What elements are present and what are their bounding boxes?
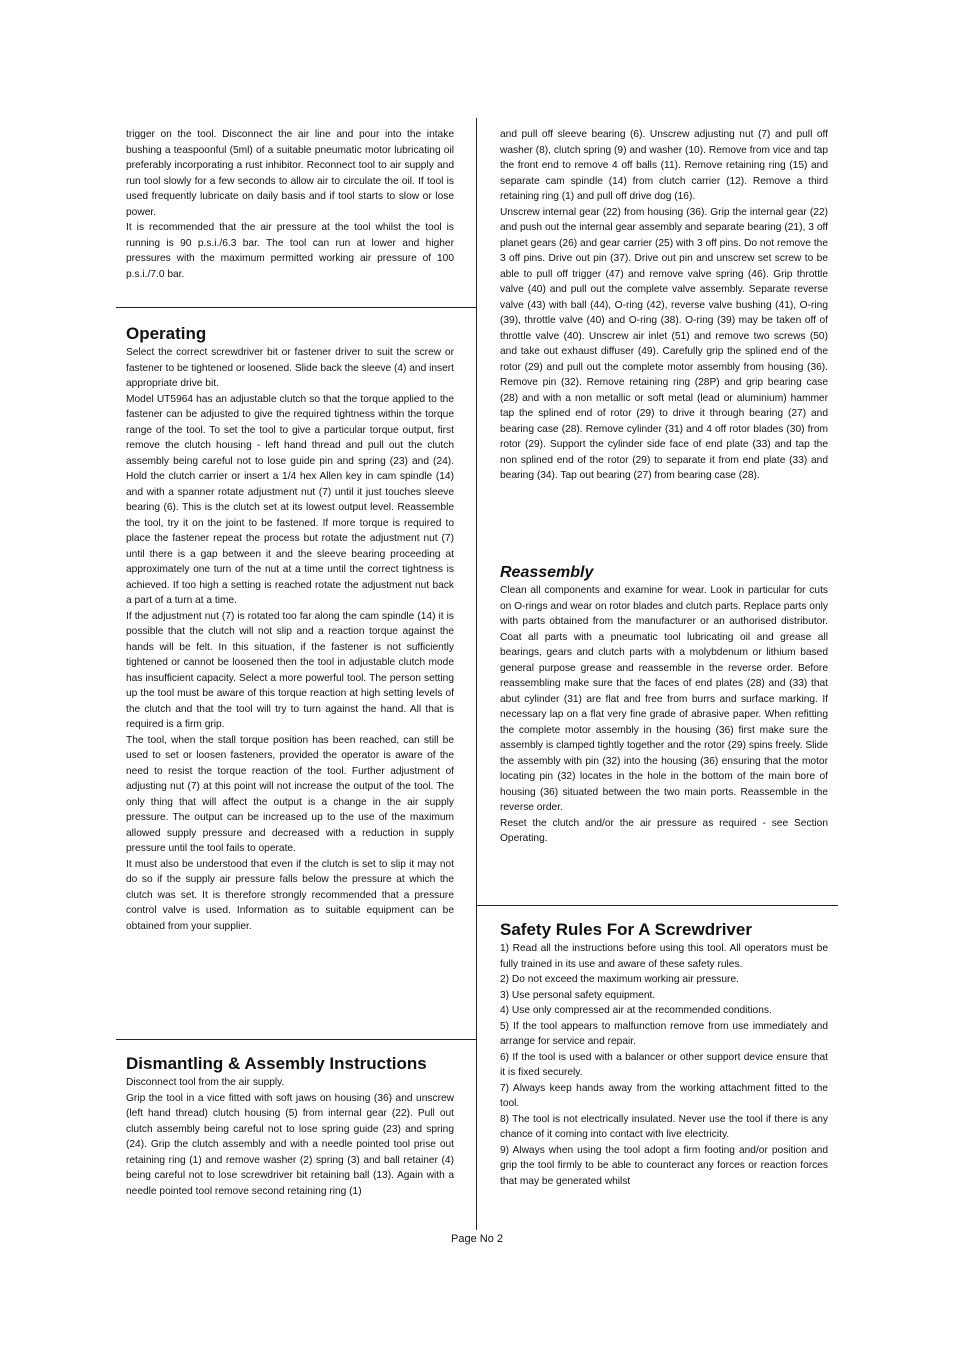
dismantling-section — [126, 1053, 454, 1199]
reassembly-heading: Reassembly — [500, 564, 594, 581]
left-divider-operating — [116, 307, 476, 308]
safety-rule-8: 8) The tool is not electrically insulated. Never use the tool if there is any chance of it coming into contact with live electricity. — [500, 1113, 828, 1140]
operating-paragraph-4: The tool, when the stall torque position has been reached, can still be used to set or loosen fasteners, provided the operator is aware of the need to resist the torque reaction of the tool. Further adjustment of adjusting nut (7) at this point will not increase the output of the tool. The only thing that will affect the output is a change in the air supply pressure. The output can be increased up to the use of the maximum allowed supply pressure and decreased with a reduction in supply pressure until the tool fails to operate. — [126, 734, 454, 854]
left-intro-section — [126, 127, 454, 282]
safety-rule-1: 1) Read all the instructions before using this tool. All operators must be fully trained in its use and aware of these safety rules. — [500, 943, 828, 970]
operating-paragraph-1: Select the correct screwdriver bit or fastener driver to suit the screw or fastener to be tightened or loosened. Slide back the sleeve (4) and insert appropriate drive bit. — [126, 347, 454, 389]
safety-rule-3: 3) Use personal safety equipment. — [500, 989, 656, 1001]
operating-paragraph-2: Model UT5964 has an adjustable clutch so that the torque applied to the fastener can be adjusted to give the required tightness within the torque range of the tool. To set the tool to give a particular torque output, first remove the clutch housing - left hand thread and pull out the clutch assembly being careful not to lose guide pin and spring (23) and (24). Hold the clutch carrier or insert a 1/4 hex Allen key in cam spindle (14) and with a spanner rotate adjustment nut (7) until it just touches sleeve bearing (6). This is the clutch set at its lowest output level. Reassemble the tool, try it on the joint to be fastened. If more torque is required to place the fastener repeat the process but rotate the adjustment nut (7) until there is a gap between it and the sleeve bearing proceeding at approximately one turn of the nut at a time until the correct tightness is achieved. If too high a setting is reached rotate the adjustment nut back a part of a turn at a time. — [126, 393, 454, 606]
operating-section — [126, 323, 454, 934]
operating-paragraph-3: If the adjustment nut (7) is rotated too far along the cam spindle (14) it is possible that the clutch will not slip and a reaction torque against the hands will be felt. In this situation, if the fastener is not sufficiently tightened or cannot be loosened then the tool in adjustable clutch mode has insufficient capacity. Select a more powerful tool. The person setting up the tool must be aware of this torque reaction at high setting levels of the clutch and that the tool will try to turn against the hand. All that is required is a firm grip. — [126, 610, 454, 730]
safety-rule-5: 5) If the tool appears to malfunction remove from use immediately and arrange for service and repair. — [500, 1020, 828, 1047]
safety-rule-7: 7) Always keep hands away from the working attachment fitted to the tool. — [500, 1082, 828, 1109]
safety-heading: Safety Rules For A Screwdriver — [500, 920, 752, 939]
operating-heading: Operating — [126, 324, 207, 343]
dismantling-cont-paragraph-1: and pull off sleeve bearing (6). Unscrew adjusting nut (7) and pull off washer (8), clutch spring (9) and washer (10). Remove from vice and tap the front end to remove 4 off balls (11). Remove retaining ring (15) and separate cam spindle (14) from clutch carrier (12). Remove a third retaining ring (1) and pull off drive dog (16). — [500, 129, 828, 202]
operating-paragraph-5: It must also be understood that even if the clutch is set to slip it may not do so if the supply air pressure falls below the pressure at which the clutch was set. It is therefore strongly recommended that a pressure control valve is used. Information as to suitable equipment can be obtained from your supplier. — [126, 858, 454, 932]
dismantling-cont-paragraph-2: Unscrew internal gear (22) from housing (36). Grip the internal gear (22) and push out the internal gear assembly and separate bearing (21), 3 off planet gears (26) and gear carrier (25) with 3 off pins. Do not remove the 3 off pins. Drive out pin (37). Drive out pin and unscrew set screw to be able to pull off trigger (47) and remove valve spring (46). Grip throttle valve (40) and pull out the complete valve assembly. Separate reverse valve (43) with ball (44), O-ring (42), reverse valve bushing (41), O-ring (39), throttle valve (40) and O-ring (38). O-ring (39) may be taken off of throttle valve (40). Unscrew air inlet (51) and remove two screws (50) and take out exhaust diffuser (49). Carefully grip the splined end of the rotor (29) and pull out the complete motor assembly from housing (36). Remove pin (32). Remove retaining ring (28P) and grip bearing case (28) and with a non metallic or soft metal (lead or aluminium) hammer tap the splined end of rotor (29) to drive it through bearing (27) and bearing case (28). Remove cylinder (31) and 4 off rotor blades (30) from rotor (29). Support the cylinder side face of end plate (33) and tap the non splined end of the rotor (29) to separate it from end plate (33) and bearing (34). Tap out bearing (27) from bearing case (28). — [500, 206, 828, 481]
dismantling-continued-section — [500, 127, 828, 484]
dismantling-paragraph-1: Disconnect tool from the air supply. — [126, 1077, 285, 1088]
center-column-divider — [476, 118, 477, 1230]
page-number: Page No 2 — [451, 1233, 503, 1245]
reassembly-paragraph-2: Reset the clutch and/or the air pressure as required - see Section Operating. — [500, 817, 828, 844]
safety-rule-2: 2) Do not exceed the maximum working air pressure. — [500, 974, 739, 985]
intro-paragraph-2: It is recommended that the air pressure at the tool whilst the tool is running is 90 p.s.i./6.3 bar. The tool can run at lower and higher pressures with the maximum permitted working air pressure of 100 p.s.i./7.0 bar. — [126, 222, 454, 280]
reassembly-section — [500, 563, 828, 847]
dismantling-heading: Dismantling & Assembly Instructions — [126, 1054, 427, 1073]
dismantling-paragraph-2: Grip the tool in a vice fitted with soft jaws on housing (36) and unscrew (left hand thread) clutch housing (5) from internal gear (22). Pull out clutch assembly being careful not to lose spring guide (23) and spring (24). Grip the clutch assembly and with a needle pointed tool prise out retaining ring (1) and remove washer (2) spring (3) and ball retainer (4) being careful not to lose screwdriver bit retaining ball (13). Again with a needle pointed tool remove second retaining ring (1) — [126, 1092, 454, 1197]
right-divider-safety — [477, 905, 838, 906]
safety-rule-6: 6) If the tool is used with a balancer or other support device ensure that it is fixed securely. — [500, 1051, 828, 1078]
safety-rule-4: 4) Use only compressed air at the recommended conditions. — [500, 1005, 772, 1016]
intro-paragraph-1: trigger on the tool. Disconnect the air line and pour into the intake bushing a teaspoonful (5ml) of a suitable pneumatic motor lubricating oil preferably incorporating a rust inhibitor. Reconnect tool to air supply and run tool slowly for a few seconds to allow air to circulate the oil. If tool is used frequently lubricate on daily basis and if tool starts to slow or lose power. — [126, 129, 454, 218]
safety-rule-9: 9) Always when using the tool adopt a firm footing and/or position and grip the tool firmly to be able to counteract any forces or reaction forces that may be generated whilst — [500, 1144, 828, 1187]
safety-section — [500, 919, 828, 1189]
left-divider-dismantling — [116, 1039, 476, 1040]
reassembly-paragraph-1: Clean all components and examine for wear. Look in particular for cuts on O-rings and wear on rotor blades and clutch parts. Replace parts only with parts obtained from the manufacturer or an authorised distributor. Coat all parts with a pneumatic tool lubricating oil and grease all bearings, gears and clutch parts with a molybdenum or lithium based general purpose grease and reassemble in the reverse order. Before reassembling make sure that the faces of end plates (28) and (33) that abut cylinder (31) are flat and free from burrs and surface marking. If necessary lap on a flat very fine grade of abrasive paper. When refitting the complete motor assembly in the housing (36) first make sure the assembly is clamped tightly together and the rotor (29) spins freely. Slide the assembly with pin (32) into the housing (36) ensuring that the motor locating pin (32) locates in the hole in the bottom of the main bore of housing (36) situated between the two main ports. Reassemble in the reverse order. — [500, 585, 828, 813]
